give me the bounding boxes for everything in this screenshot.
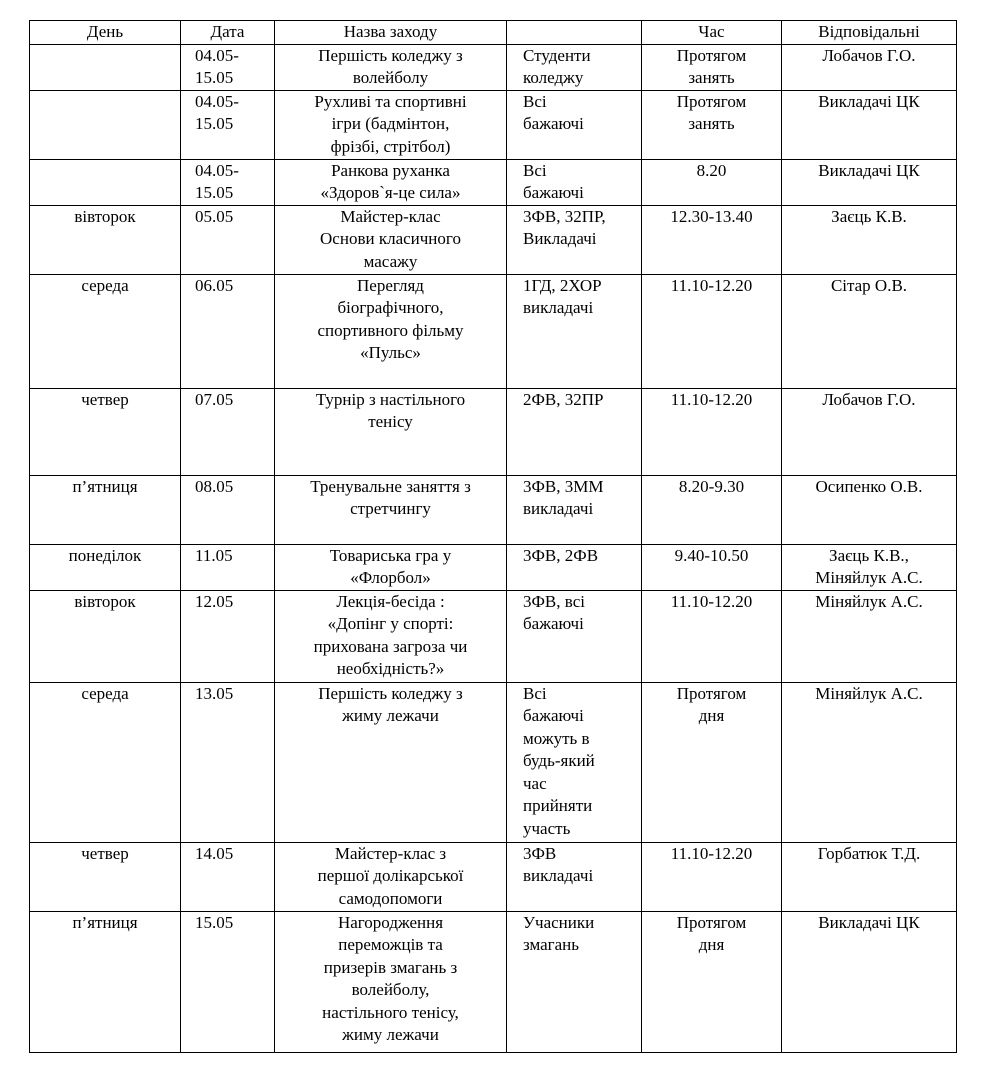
- cell-day: [30, 90, 181, 159]
- table-row: [30, 682, 957, 842]
- schedule-table: [29, 20, 957, 1053]
- cell-date: 07.05: [181, 388, 275, 475]
- cell-time: 8.20: [642, 159, 782, 205]
- cell-participants: 3ФВ викладачі: [507, 842, 642, 911]
- cell-time: 8.20-9.30: [642, 475, 782, 544]
- header-participants: [507, 21, 642, 45]
- cell-event: Лекція-бесіда : «Допінг у спорті: прихована загроза чи необхідність?»: [275, 590, 507, 682]
- cell-participants: Учасники змагань: [507, 911, 642, 1052]
- cell-event: Турнір з настільного тенісу: [275, 388, 507, 475]
- header-day: День: [30, 21, 181, 45]
- table-row: [30, 842, 957, 911]
- cell-event: Нагородження переможців та призерів змагань з волейболу, настільного тенісу, жиму лежачи: [275, 911, 507, 1052]
- cell-participants: 3ФВ, 3ММ викладачі: [507, 475, 642, 544]
- cell-date: 05.05: [181, 205, 275, 274]
- table-row: [30, 44, 957, 90]
- cell-date: 06.05: [181, 274, 275, 388]
- cell-time: 11.10-12.20: [642, 842, 782, 911]
- cell-participants: 2ФВ, 32ПР: [507, 388, 642, 475]
- cell-date: 14.05: [181, 842, 275, 911]
- cell-day: середа: [30, 274, 181, 388]
- cell-responsible: Міняйлук А.С.: [782, 682, 957, 842]
- cell-time: 11.10-12.20: [642, 590, 782, 682]
- cell-day: середа: [30, 682, 181, 842]
- cell-time: 9.40-10.50: [642, 544, 782, 590]
- table-row: [30, 475, 957, 544]
- cell-time: Протягом дня: [642, 911, 782, 1052]
- cell-responsible: Сітар О.В.: [782, 274, 957, 388]
- cell-event: Тренувальне заняття з стретчингу: [275, 475, 507, 544]
- cell-responsible: Лобачов Г.О.: [782, 388, 957, 475]
- cell-participants: Студенти коледжу: [507, 44, 642, 90]
- cell-time: Протягом занять: [642, 44, 782, 90]
- cell-event: Першість коледжу з жиму лежачи: [275, 682, 507, 842]
- header-event: Назва заходу: [275, 21, 507, 45]
- cell-responsible: Викладачі ЦК: [782, 911, 957, 1052]
- table-row: [30, 205, 957, 274]
- cell-day: вівторок: [30, 205, 181, 274]
- cell-event: Майстер-клас Основи класичного масажу: [275, 205, 507, 274]
- header-date: Дата: [181, 21, 275, 45]
- cell-participants: 3ФВ, 2ФВ: [507, 544, 642, 590]
- cell-day: вівторок: [30, 590, 181, 682]
- table-row: [30, 90, 957, 159]
- cell-time: Протягом занять: [642, 90, 782, 159]
- cell-day: п’ятниця: [30, 911, 181, 1052]
- cell-date: 13.05: [181, 682, 275, 842]
- cell-responsible: Міняйлук А.С.: [782, 590, 957, 682]
- cell-responsible: Викладачі ЦК: [782, 159, 957, 205]
- cell-time: Протягом дня: [642, 682, 782, 842]
- cell-event: Товариська гра у «Флорбол»: [275, 544, 507, 590]
- cell-event: Майстер-клас з першої долікарської самодопомоги: [275, 842, 507, 911]
- cell-participants: Всі бажаючі: [507, 159, 642, 205]
- cell-responsible: Викладачі ЦК: [782, 90, 957, 159]
- cell-time: 11.10-12.20: [642, 388, 782, 475]
- header-time: Час: [642, 21, 782, 45]
- cell-responsible: Заєць К.В.: [782, 205, 957, 274]
- cell-date: 04.05- 15.05: [181, 90, 275, 159]
- header-row: [30, 21, 957, 45]
- cell-time: 12.30-13.40: [642, 205, 782, 274]
- cell-participants: 3ФВ, всі бажаючі: [507, 590, 642, 682]
- cell-date: 15.05: [181, 911, 275, 1052]
- cell-day: п’ятниця: [30, 475, 181, 544]
- cell-day: [30, 159, 181, 205]
- cell-time: 11.10-12.20: [642, 274, 782, 388]
- cell-responsible: Горбатюк Т.Д.: [782, 842, 957, 911]
- cell-responsible: Осипенко О.В.: [782, 475, 957, 544]
- cell-responsible: Заєць К.В., Міняйлук А.С.: [782, 544, 957, 590]
- cell-day: понеділок: [30, 544, 181, 590]
- table-row: [30, 274, 957, 388]
- cell-day: четвер: [30, 842, 181, 911]
- cell-responsible: Лобачов Г.О.: [782, 44, 957, 90]
- table-row: [30, 388, 957, 475]
- cell-event: Першість коледжу з волейболу: [275, 44, 507, 90]
- table-row: [30, 590, 957, 682]
- table-row: [30, 544, 957, 590]
- cell-date: 12.05: [181, 590, 275, 682]
- table-row: [30, 159, 957, 205]
- cell-event: Рухливі та спортивні ігри (бадмінтон, фрізбі, стрітбол): [275, 90, 507, 159]
- cell-participants: 3ФВ, 32ПР, Викладачі: [507, 205, 642, 274]
- cell-event: Ранкова руханка «Здоров`я-це сила»: [275, 159, 507, 205]
- cell-event: Перегляд біографічного, спортивного фільму «Пульс»: [275, 274, 507, 388]
- cell-date: 08.05: [181, 475, 275, 544]
- cell-day: [30, 44, 181, 90]
- cell-date: 11.05: [181, 544, 275, 590]
- cell-day: четвер: [30, 388, 181, 475]
- cell-participants: Всі бажаючі можуть в будь-який час прийняти участь: [507, 682, 642, 842]
- header-responsible: Відповідальні: [782, 21, 957, 45]
- cell-date: 04.05- 15.05: [181, 44, 275, 90]
- table-row: [30, 911, 957, 1052]
- cell-date: 04.05- 15.05: [181, 159, 275, 205]
- cell-participants: Всі бажаючі: [507, 90, 642, 159]
- cell-participants: 1ГД, 2ХОР викладачі: [507, 274, 642, 388]
